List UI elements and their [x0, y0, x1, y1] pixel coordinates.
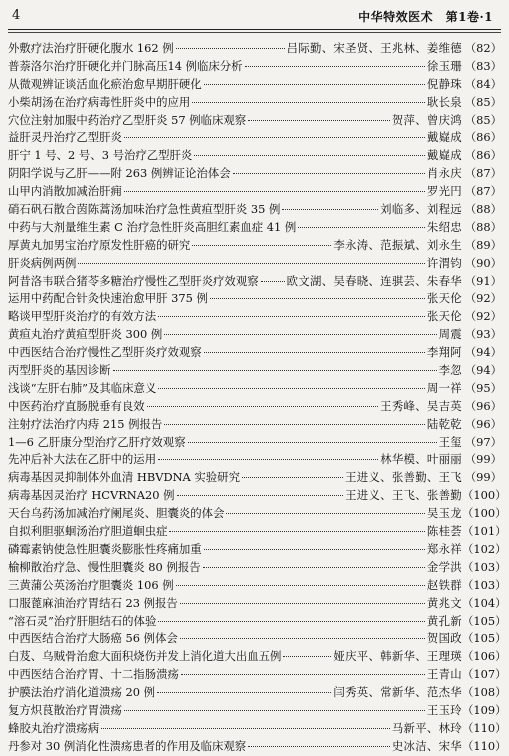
entry-title: 益肝灵丹治疗乙型肝炎: [8, 130, 122, 145]
entry-title: 病毒基因灵治疗 HCVRNA20 例: [8, 488, 175, 503]
entry-page: （107）: [462, 667, 507, 682]
entry-authors: 肖永庆: [426, 166, 462, 181]
entry-title: 注射疗法治疗内痔 215 例报告: [8, 416, 163, 431]
dot-leader: [176, 585, 425, 586]
entry-page: （92）: [464, 309, 502, 324]
entry-page: （89）: [464, 237, 502, 252]
dot-leader: [180, 638, 425, 639]
entry-authors: 张天伦: [426, 291, 462, 306]
toc-entry: [8, 94, 502, 112]
toc-entry: [8, 344, 502, 362]
entry-authors: 周震: [438, 327, 462, 342]
entry-page: （85）: [464, 94, 502, 109]
entry-page: （86）: [464, 148, 502, 163]
entry-page: （97）: [464, 434, 502, 449]
toc-entry: [8, 76, 502, 94]
entry-authors: 欧文湖、吴春晓、连骐芸、朱春华: [286, 273, 462, 288]
dot-leader: [113, 370, 437, 371]
toc-entry: [8, 666, 507, 684]
dot-leader: [248, 746, 390, 747]
toc-entry: [8, 720, 507, 738]
dot-leader: [157, 692, 331, 693]
entry-page: （82）: [464, 41, 502, 55]
entry-page: （102）: [462, 541, 507, 556]
dot-leader: [158, 388, 425, 389]
entry-page: （108）: [462, 685, 507, 700]
entry-authors: 王玺: [438, 434, 462, 449]
entry-title: 厚黄丸加男宝治疗原发性肝癌的研究: [8, 237, 191, 252]
entry-title: 普萘洛尔治疗肝硬化并门脉高压14 例临床分析: [8, 58, 243, 73]
dot-leader: [124, 191, 425, 192]
entry-page: （110）: [462, 738, 507, 753]
table-of-contents: [8, 40, 507, 756]
entry-authors: 赵铁群: [426, 577, 462, 592]
entry-page: （106）: [462, 649, 507, 664]
dot-leader: [204, 352, 425, 353]
entry-page: （86）: [464, 130, 502, 145]
dot-leader: [242, 477, 343, 478]
entry-page: （93）: [464, 327, 502, 342]
entry-page: （85）: [464, 112, 502, 127]
entry-title: 白芨、乌贼骨治愈大面积烧伤并发上消化道大出血五例: [8, 649, 282, 664]
entry-title: 山甲内消散加减治肝痈: [8, 184, 122, 199]
toc-entry: [8, 129, 502, 147]
header-rule-thin: [8, 32, 501, 33]
entry-authors: 罗光円: [426, 184, 462, 199]
dot-leader: [283, 656, 331, 657]
toc-entry: [8, 648, 507, 666]
toc-entry: [8, 505, 507, 523]
entry-page: （110）: [462, 720, 507, 735]
entry-authors: 刘临多、刘程远: [380, 202, 462, 217]
toc-entry: [8, 451, 502, 469]
entry-title: 丹参对 30 例消化性溃疡患者的作用及临床观察: [8, 738, 247, 753]
entry-authors: 徐玉珊: [426, 58, 462, 73]
toc-entry: [8, 201, 502, 219]
page-number: 4: [12, 8, 21, 23]
toc-entry: [8, 273, 502, 291]
toc-entry: [8, 255, 502, 273]
entry-title: 蜂胶丸治疗溃疡病: [8, 720, 100, 735]
header-rule: [8, 29, 501, 30]
entry-authors: 闫秀英、常新华、范杰华: [333, 685, 462, 700]
toc-entry: [8, 487, 507, 505]
toc-entry: [8, 183, 502, 201]
entry-authors: 贺萍、曾庆鸿: [391, 112, 462, 127]
entry-title: 略谈甲型肝炎治疗的有效方法: [8, 309, 157, 324]
dot-leader: [164, 334, 436, 335]
entry-title: 外敷疗法治疗肝硬化腹水 162 例: [8, 41, 174, 55]
toc-entry: [8, 58, 502, 76]
dot-leader: [204, 84, 425, 85]
entry-page: （88）: [464, 219, 502, 234]
entry-page: （94）: [464, 345, 502, 360]
entry-page: （96）: [464, 398, 502, 413]
entry-authors: 吕际勤、宋圣贤、王兆林、姜维德: [286, 41, 462, 55]
entry-page: （92）: [464, 291, 502, 306]
toc-entry: [8, 362, 502, 380]
toc-entry: [8, 523, 507, 541]
dot-leader: [169, 531, 424, 532]
entry-authors: 耿长泉: [426, 94, 462, 109]
entry-title: 丙型肝炎的基因诊断: [8, 363, 111, 378]
entry-title: 三黄蒲公英汤治疗胆囊炎 106 例: [8, 577, 174, 592]
entry-authors: 陆乾乾: [426, 416, 462, 431]
toc-entry: [8, 165, 502, 183]
entry-authors: 郑永祥: [426, 541, 462, 556]
entry-authors: 王秀峰、吴吉英: [380, 398, 462, 413]
entry-page: （87）: [464, 184, 502, 199]
toc-entry: [8, 40, 502, 58]
entry-title: 中西医结合治疗大肠癌 56 例体会: [8, 631, 178, 646]
entry-title: 中西医结合治疗胃、十二指肠溃疡: [8, 667, 179, 682]
toc-entry: [8, 469, 502, 487]
toc-entry: [8, 684, 507, 702]
entry-page: （84）: [464, 76, 502, 91]
entry-title: 复方炽茛散治疗胃溃疡: [8, 702, 122, 717]
dot-leader: [176, 48, 285, 49]
toc-entry: [8, 290, 502, 308]
entry-title: 阴阳学说与乙肝——附 263 例辨证论治体会: [8, 166, 231, 181]
dot-leader: [158, 621, 425, 622]
toc-entry: [8, 147, 502, 165]
entry-page: （88）: [464, 202, 502, 217]
dot-leader: [192, 245, 331, 246]
entry-page: （100）: [462, 488, 507, 503]
entry-authors: 王青山: [426, 667, 462, 682]
toc-entry: [8, 613, 507, 631]
toc-entry: [8, 738, 507, 756]
entry-title: 榆柳散治疗急、慢性胆囊炎 80 例报告: [8, 559, 201, 574]
entry-page: （87）: [464, 166, 502, 181]
entry-title: 天台乌药汤加减治疗阑尾炎、胆囊炎的体会: [8, 506, 225, 521]
entry-title: 硝石矾石散合茵陈蒿汤加味治疗急性黄疸型肝炎 35 例: [8, 202, 281, 217]
dot-leader: [181, 674, 425, 675]
entry-title: 穴位注射加服中药治疗乙型肝炎 57 例临床观察: [8, 112, 247, 127]
entry-title: 中医药治疗直肠脱垂有良效: [8, 398, 145, 413]
dot-leader: [180, 603, 425, 604]
toc-entry: [8, 237, 502, 255]
entry-title: 口服蓖麻油治疗胃结石 23 例报告: [8, 595, 178, 610]
dot-leader: [298, 227, 425, 228]
entry-page: （91）: [464, 273, 502, 288]
entry-authors: 黄兆文: [426, 595, 462, 610]
entry-title: 阿昔洛韦联合猪苓多糖治疗慢性乙型肝炎疗效观察: [8, 273, 259, 288]
entry-authors: 李翔阿: [426, 345, 462, 360]
toc-entry: [8, 577, 507, 595]
entry-authors: 马新平、林玲: [391, 720, 462, 735]
dot-leader: [124, 710, 425, 711]
entry-title: 病毒基因灵抑制体外血清 HBVDNA 实验研究: [8, 470, 240, 485]
dot-leader: [245, 66, 425, 67]
entry-page: （99）: [464, 470, 502, 485]
entry-title: 先冲后补大法在乙肝中的运用: [8, 452, 157, 467]
entry-authors: 娅庆平、韩新华、王理瑛: [333, 649, 462, 664]
entry-page: （83）: [464, 58, 502, 73]
entry-authors: 戴嶷成: [426, 148, 462, 163]
dot-leader: [261, 281, 285, 282]
entry-authors: 张天伦: [426, 309, 462, 324]
toc-entry: [8, 416, 502, 434]
entry-page: （94）: [464, 363, 502, 378]
entry-page: （101）: [462, 524, 507, 539]
entry-authors: 金学洪: [426, 559, 462, 574]
entry-page: （109）: [462, 702, 507, 717]
entry-page: （105）: [462, 631, 507, 646]
dot-leader: [203, 567, 425, 568]
dot-leader: [233, 173, 425, 174]
page-header: [0, 0, 509, 32]
entry-page: （103）: [462, 559, 507, 574]
entry-page: （96）: [464, 416, 502, 431]
toc-entry: [8, 702, 507, 720]
toc-entry: [8, 326, 502, 344]
entry-title: 浅谈“左肝右肺”及其临床意义: [8, 380, 157, 395]
entry-title: 肝炎病例两例: [8, 255, 77, 270]
entry-authors: 周一祥: [426, 380, 462, 395]
toc-entry: [8, 380, 502, 398]
toc-entry: [8, 219, 502, 237]
toc-entry: [8, 541, 507, 559]
dot-leader: [226, 513, 424, 514]
entry-title: 运用中药配合针灸快速治愈甲肝 375 例: [8, 291, 208, 306]
entry-authors: 史冰洁、宋华: [391, 738, 462, 753]
dot-leader: [248, 120, 390, 121]
entry-authors: 王进义、张善勤、王飞: [345, 470, 462, 485]
dot-leader: [177, 495, 344, 496]
entry-title: 自拟利胆驱蛔汤治疗胆道蛔虫症: [8, 524, 168, 539]
dot-leader: [192, 102, 425, 103]
entry-page: （95）: [464, 380, 502, 395]
entry-authors: 吴玉龙: [426, 506, 462, 521]
entry-authors: 戴嶷成: [426, 130, 462, 145]
entry-title: 小柴胡汤在治疗病毒性肝炎中的应用: [8, 94, 191, 109]
entry-authors: 李忽: [438, 363, 462, 378]
dot-leader: [158, 459, 378, 460]
entry-title: 肝宁 1 号、2 号、3 号治疗乙型肝炎: [8, 148, 193, 163]
entry-authors: 王玉玲: [426, 702, 462, 717]
dot-leader: [188, 442, 437, 443]
entry-title: 中西医结合治疗慢性乙型肝炎疗效观察: [8, 345, 202, 360]
entry-title: 护膜法治疗消化道溃疡 20 例: [8, 685, 156, 700]
toc-entry: [8, 630, 507, 648]
toc-entry: [8, 112, 502, 130]
entry-title: 1—6 乙肝康分型治疗乙肝疗效观察: [8, 434, 186, 449]
entry-title: 黄疸丸治疗黄疸型肝炎 300 例: [8, 327, 163, 342]
dot-leader: [210, 298, 425, 299]
entry-title: “溶石灵”治疗肝胆结石的体验: [8, 613, 157, 628]
entry-page: （90）: [464, 255, 502, 270]
dot-leader: [164, 424, 425, 425]
dot-leader: [124, 137, 425, 138]
entry-page: （99）: [464, 452, 502, 467]
entry-title: 从微观辨证谈活血化瘀治愈早期肝硬化: [8, 76, 202, 91]
entry-page: （105）: [462, 613, 507, 628]
dot-leader: [158, 316, 425, 317]
dot-leader: [204, 549, 425, 550]
entry-authors: 贺国政: [426, 631, 462, 646]
entry-authors: 朱绍忠: [426, 219, 462, 234]
entry-authors: 许渭钧: [426, 255, 462, 270]
entry-authors: 王进义、王飞、张善勤: [345, 488, 462, 503]
toc-entry: [8, 559, 507, 577]
entry-page: （104）: [462, 595, 507, 610]
toc-entry: [8, 434, 502, 452]
entry-authors: 陈桂荟: [426, 524, 462, 539]
entry-authors: 倪静珠: [426, 76, 462, 91]
entry-title: 中药与大剂量维生素 C 治疗急性肝炎高胆红素血症 41 例: [8, 219, 297, 234]
toc-entry: [8, 398, 502, 416]
entry-title: 磷霉素钠使急性胆囊炎膨胀性疼痛加重: [8, 541, 202, 556]
dot-leader: [282, 209, 378, 210]
entry-authors: 黄孔新: [426, 613, 462, 628]
dot-leader: [194, 155, 425, 156]
dot-leader: [101, 728, 390, 729]
entry-page: （100）: [462, 506, 507, 521]
dot-leader: [147, 406, 378, 407]
entry-authors: 李永涛、范振斌、刘永生: [333, 237, 462, 252]
entry-authors: 林华模、叶丽丽: [380, 452, 462, 467]
dot-leader: [78, 263, 425, 264]
toc-entry: [8, 595, 507, 613]
toc-entry: [8, 308, 502, 326]
entry-page: （103）: [462, 577, 507, 592]
journal-title: 中华特效医术 第1卷·1: [358, 10, 493, 24]
